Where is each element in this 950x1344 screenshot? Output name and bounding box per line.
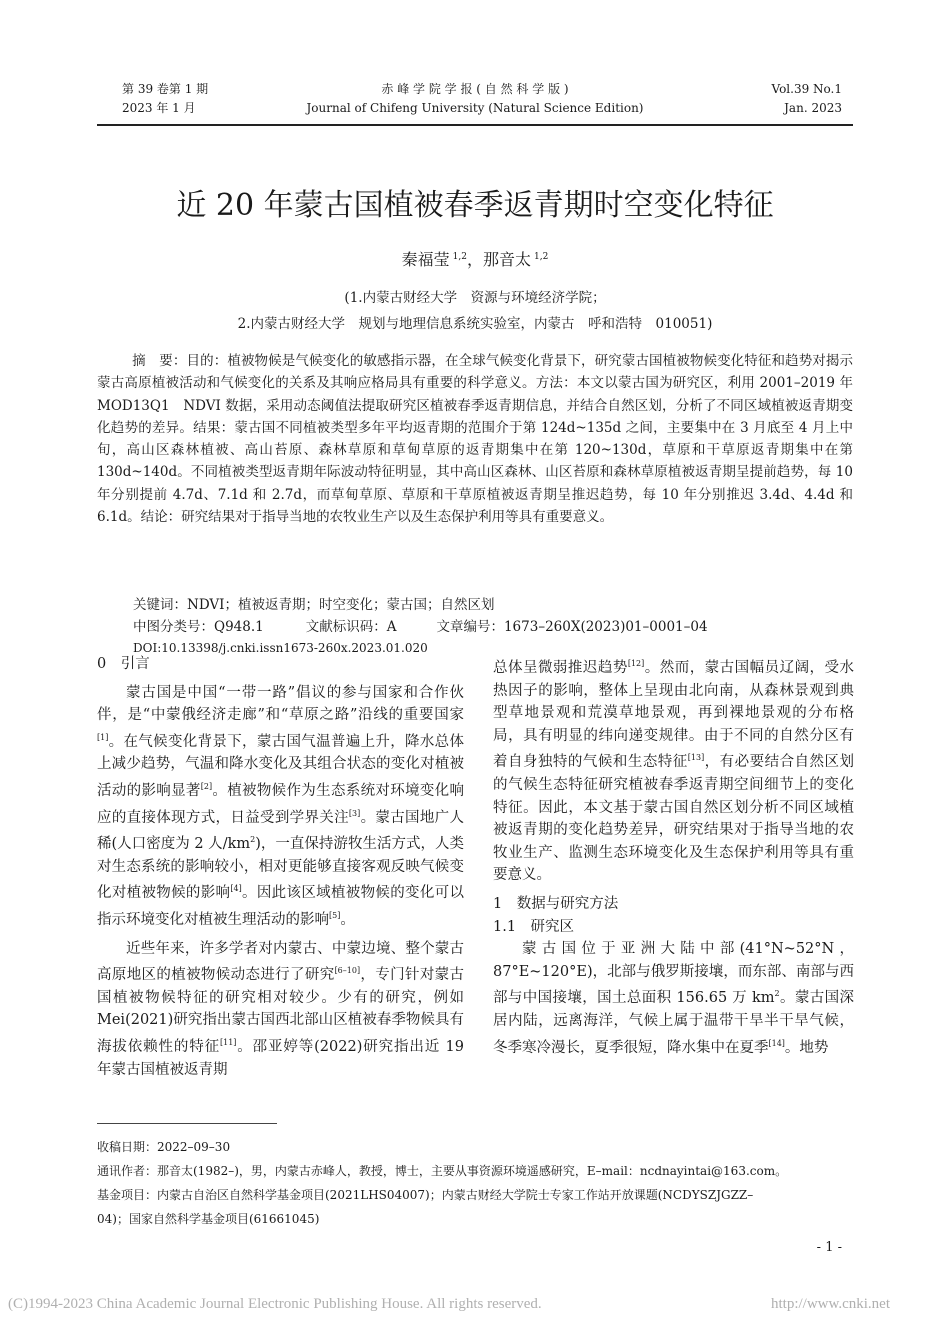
running-header-left	[122, 80, 208, 118]
cnki-watermark	[0, 1296, 950, 1318]
paragraph-text: 。地势	[784, 1039, 829, 1056]
superscript: 2	[774, 989, 780, 999]
paragraph	[493, 653, 854, 887]
paragraph-text: 。植被物候作为生态系统对环境变化响应的直接体现方式，日益受到学界关注	[97, 782, 464, 826]
citation: [2]	[200, 781, 213, 791]
paragraph-text: 蒙古国位于亚洲大陆中部(41°N~52°N，87°E~120°E)，北部与俄罗斯接壤，而东部、南部与西部与中国接壤，国土总面积 156.65 万 km	[493, 941, 854, 1007]
paragraph-text: 蒙古国是中国“一带一路”倡议的参与国家和合作伙伴，是“中蒙俄经济走廊”和“草原之路”沿线的重要国家	[97, 684, 464, 724]
subsection-heading: 1.1 研究区	[493, 918, 575, 935]
running-header-center	[250, 80, 700, 118]
footnote-fund: 基金项目：内蒙古自治区自然科学基金项目(2021LHS04007)；内蒙古财经大学院士专家工作站开放课题(NCDYSZJGZZ–	[97, 1188, 754, 1202]
paragraph-text: 。因此该区域植被物候的变化可以指示环境变化对植被生理活动的影响	[97, 885, 465, 928]
author-affiliation-mark: 1,2	[534, 252, 549, 262]
paragraph-text: ，有必要结合自然区划的气候生态特征研究植被春季返青期空间细节上的变化特征。因此，本文基于蒙古国自然区划分析不同区域植被返青期的变化趋势差异，研究结果对于指导当地的农牧业生产、监测生态环境变化及生态保护利用等具有重要意义。	[493, 754, 855, 884]
cnki-link[interactable]: http://www.cnki.net	[770, 1296, 890, 1312]
author-name: 秦福莹	[401, 250, 450, 269]
footnote-author: 通讯作者：那音太(1982–)，男，内蒙古赤峰人，教授，博士，主要从事资源环境遥感研究，E–mail：ncdnayintai@163.com。	[97, 1164, 788, 1178]
journal-name-en: Journal of Chifeng University (Natural Science Edition)	[306, 101, 644, 115]
paragraph-text: )，一直保持游牧生活方式，人类对生态系统的影响较小，相对更能够直接客观反映气候变化对植被物候的影响	[97, 836, 465, 902]
citation: [11]	[219, 1037, 237, 1047]
paragraph	[97, 682, 464, 932]
article-number-label: 文章编号：	[436, 619, 504, 635]
abstract-text: 目的：植被物候是气候变化的敏感指示器，在全球气候变化背景下，研究蒙古国植被物候变化特征和趋势对揭示蒙古高原植被活动和气候变化的关系及其响应格局具有重要的科学意义。方法：本文以蒙古国为研究区，利用 2001–2019 年 MOD13Q1 NDVI 数据，采用动态阈值法提取研究区植被春季返青期信息，并结合自然区划，分析了不同区域植被返青期变化趋势的差异。结果：蒙古国不同植被类型多年平均返青期的范围介于第 124d~135d 之间，主要集中在 3 月底至 4 月上中旬，高山区森林植被、高山苔原、森林草原和草甸草原的返青期集中在第 120~130d，草原和干草原返青期集中在第 130d~140d。不同植被类型返青期年际波动特征明显，其中高山区森林、山区苔原和森林草原植被返青期呈提前趋势，每 10 年分别提前 4.7d、7.1d 和 2.7d，而草甸草原、草原和干草原植被返青期呈推迟趋势，每 10 年分别推迟 3.4d、4.4d 和 6.1d。结论：研究结果对于指导当地的农牧业生产以及生态保护利用等具有重要意义。	[97, 353, 854, 526]
keywords-text: NDVI；植被返青期；时空变化；蒙古国；自然区划	[187, 597, 495, 613]
clc-code: Q948.1	[214, 619, 264, 635]
superscript: 2	[250, 835, 256, 845]
issue-date-en: Jan. 2023	[784, 101, 842, 115]
abstract-label: 摘 要：	[132, 353, 187, 369]
body-column-left	[97, 653, 464, 1081]
section-heading: 1 数据与研究方法	[493, 895, 619, 912]
paragraph-text: 。蒙古国深居内陆，远离海洋，气候上属于温带干旱半干旱气候，冬季寒冷漫长，夏季很短，降水集中在夏季	[493, 990, 854, 1056]
paragraph	[97, 938, 464, 1082]
section-heading: 0 引言	[97, 656, 150, 672]
issue-date: 2023 年 1 月	[122, 101, 196, 115]
paragraph-text: 近些年来，许多学者对内蒙古、中蒙边境、整个蒙古高原地区的植被物候动态进行了研究	[97, 940, 464, 984]
paragraph-text: ，专门针对蒙古国植被物候特征的研究相对较少。少有的研究，例如 Mei(2021)研究指出蒙古国西北部山区植被春季物候具有海拔依赖性的特征	[97, 967, 465, 1055]
copyright-notice: (C)1994-2023 China Academic Journal Electronic Publishing House. All rights reserved.	[8, 1296, 542, 1312]
paragraph-text: 总体呈微弱推迟趋势	[493, 660, 628, 676]
volume-number-en: Vol.39 No.1	[771, 82, 842, 96]
journal-name-cn: 赤 峰 学 院 学 报 ( 自 然 科 学 版 )	[381, 82, 569, 96]
classification-line	[133, 616, 708, 638]
citation: [1]	[97, 732, 109, 742]
citation: [3]	[348, 808, 361, 818]
header-rule	[97, 124, 853, 126]
document-code-label: 文献标识码：	[305, 619, 387, 635]
doi: DOI:10.13398/j.cnki.issn1673-260x.2023.01.020	[133, 641, 428, 655]
paragraph-text: 。在气候变化背景下，蒙古国气温普遍上升，降水总体上减少趋势，气温和降水变化及其组合状态的变化对植被活动的影响显著	[97, 733, 464, 799]
volume-issue: 第 39 卷第 1 期	[122, 82, 209, 96]
citation: [14]	[768, 1038, 785, 1048]
paragraph-text: 。蒙古国地广人稀(人口密度为 2 人/km	[97, 809, 464, 853]
running-header-right	[772, 80, 843, 118]
abstract	[97, 350, 853, 528]
citation: [12]	[627, 659, 645, 668]
keywords	[133, 594, 494, 616]
clc-label: 中图分类号：	[133, 619, 214, 635]
author-affiliation-mark: 1,2	[452, 252, 467, 262]
author-name: 那音太	[483, 250, 532, 269]
author-line	[97, 246, 853, 271]
citation: [6–10]	[334, 966, 361, 976]
article-number: 1673–260X(2023)01–0001–04	[503, 619, 708, 635]
affiliation-line: 2.内蒙古财经大学 规划与地理信息系统实验室，内蒙古 呼和浩特 010051)	[237, 316, 713, 332]
citation: [13]	[687, 753, 705, 763]
paragraph-text: 。然而，蒙古国幅员辽阔，受水热因子的影响，整体上呈现由北向南，从森林景观到典型草地景观和荒漠草地景观，再到裸地景观的分布格局，具有明显的纬向递变规律。由于不同的自然分区有着自身独特的气候和生态特征	[493, 660, 855, 771]
paragraph-text: 。邵亚婷等(2022)研究指出近 19 年蒙古国植被返青期	[97, 1038, 465, 1078]
paragraph-text: 。	[340, 911, 355, 928]
citation: [5]	[329, 910, 341, 920]
footnote-received: 收稿日期：2022–09–30	[97, 1140, 231, 1154]
body-column-right	[493, 653, 854, 1059]
document-code: A	[386, 619, 397, 635]
page-number: - 1 -	[816, 1240, 842, 1255]
affiliation-line: (1.内蒙古财经大学 资源与环境经济学院；	[344, 290, 606, 306]
article-title: 近 20 年蒙古国植被春季返青期时空变化特征	[176, 188, 774, 223]
citation: [4]	[230, 884, 242, 894]
paragraph	[493, 938, 854, 1059]
footnote-fund-continued: 04)；国家自然科学基金项目(61661045)	[97, 1212, 320, 1226]
keywords-label: 关键词：	[133, 597, 187, 613]
footnote-rule	[97, 1123, 277, 1124]
author-separator: ，	[466, 250, 483, 269]
